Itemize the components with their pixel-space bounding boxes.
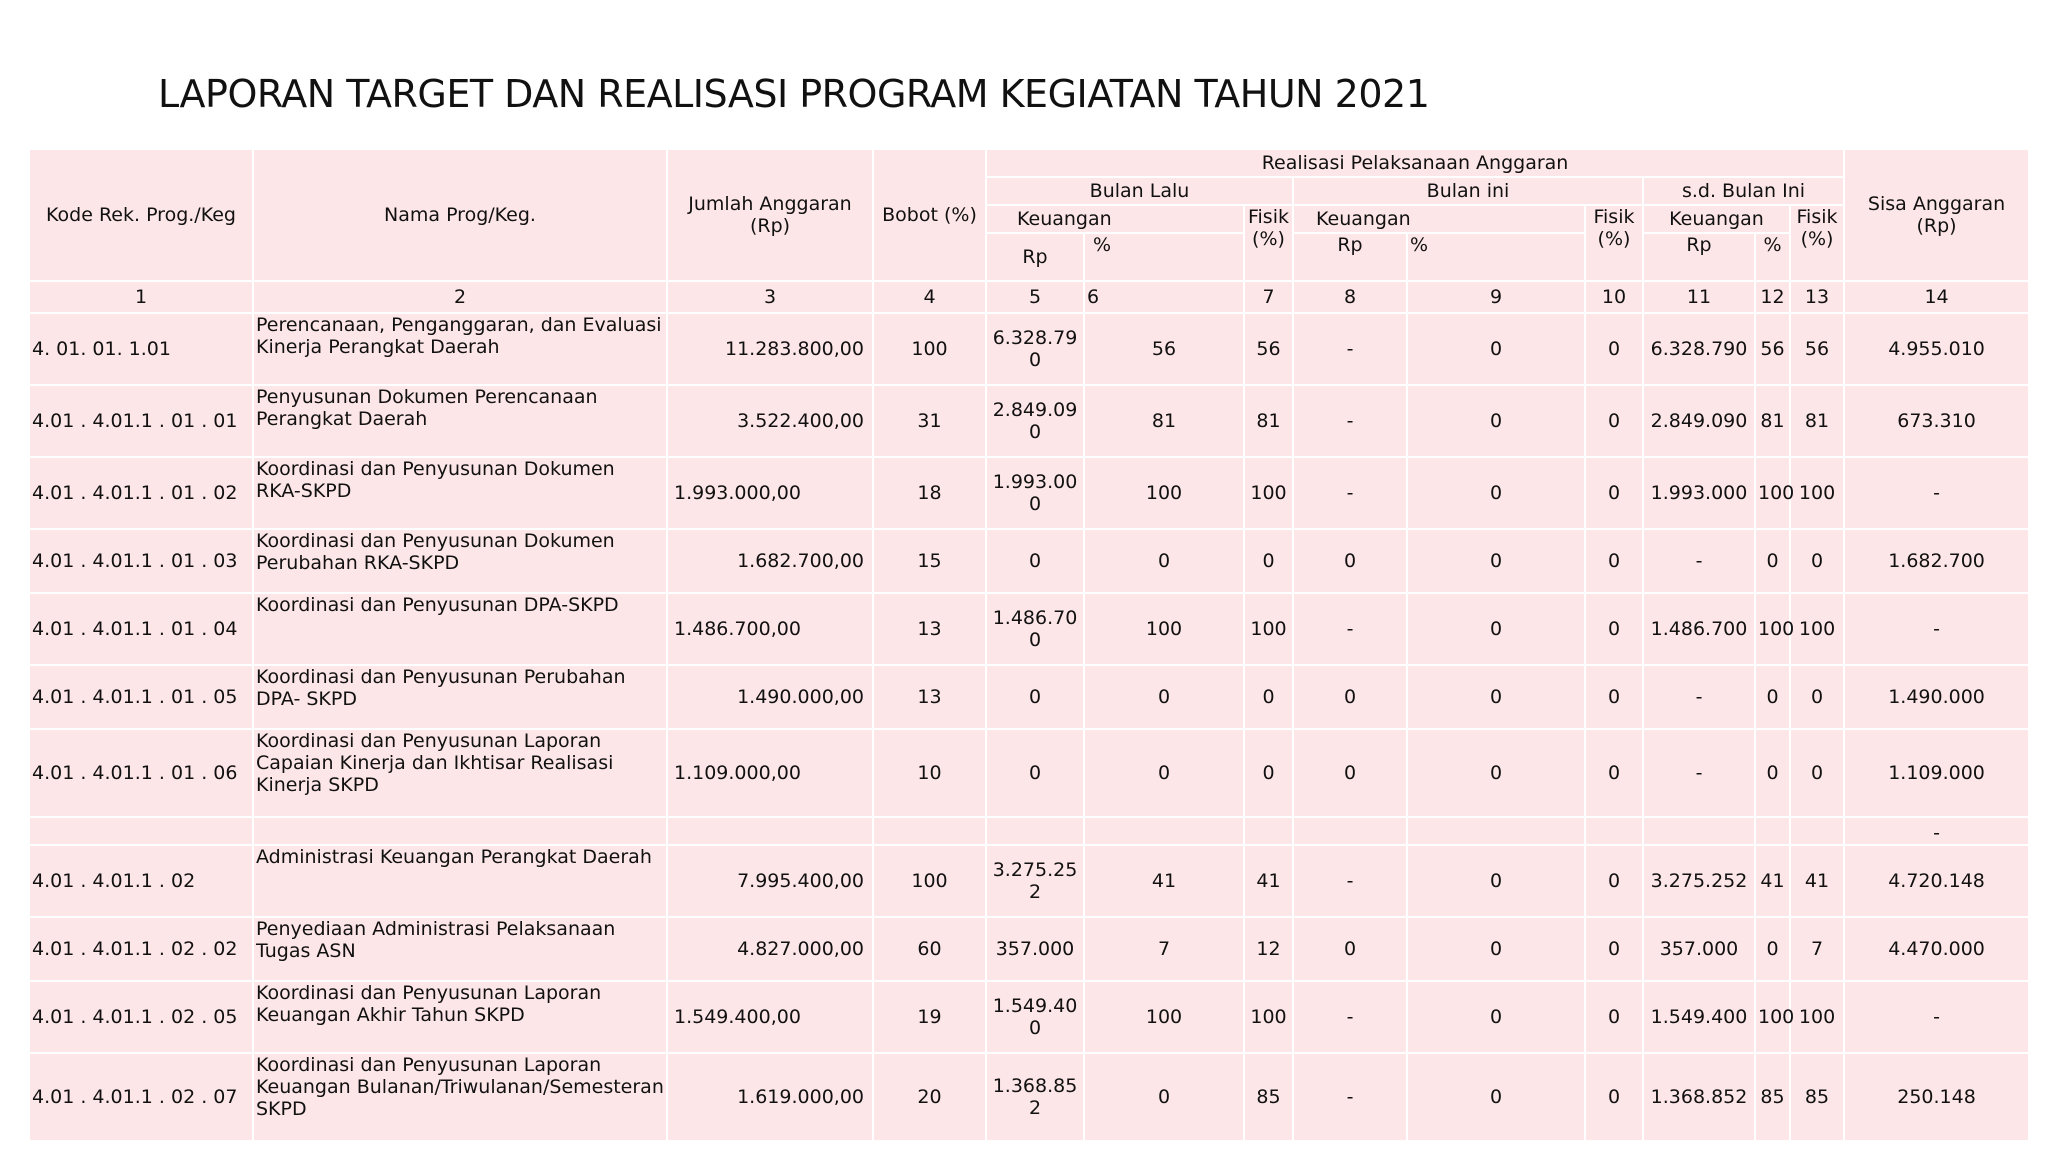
- cell-bulan-lalu-fisik: 41: [1244, 845, 1293, 917]
- column-number: 7: [1244, 281, 1293, 313]
- header-realisasi: Realisasi Pelaksanaan Anggaran: [986, 149, 1844, 177]
- cell-jumlah: 4.827.000,00: [667, 917, 873, 981]
- cell-bulan-ini-fisik: 0: [1585, 529, 1643, 593]
- cell-jumlah: [667, 817, 873, 845]
- cell-nama: Penyediaan Administrasi Pelaksanaan Tugas ASN: [253, 917, 667, 981]
- column-number: 8: [1293, 281, 1407, 313]
- cell-sd-pct: 0: [1755, 729, 1790, 817]
- header-keuangan-bl: Keuangan: [986, 205, 1244, 233]
- cell-sd-rp: -: [1643, 729, 1755, 817]
- cell-bulan-lalu-fisik: 0: [1244, 665, 1293, 729]
- header-keuangan-sd: Keuangan: [1643, 205, 1790, 233]
- cell-sd-fisik: 0: [1790, 529, 1844, 593]
- header-keuangan-bi: Keuangan: [1293, 205, 1585, 233]
- cell-jumlah: 7.995.400,00: [667, 845, 873, 917]
- cell-sd-pct: [1755, 817, 1790, 845]
- cell-bobot: [873, 817, 986, 845]
- header-pct-sd: %: [1755, 233, 1790, 281]
- cell-nama: Koordinasi dan Penyusunan Laporan Capaian Kinerja dan Ikhtisar Realisasi Kinerja SKPD: [253, 729, 667, 817]
- report-table: [28, 148, 2030, 1142]
- cell-jumlah: 1.109.000,00: [667, 729, 873, 817]
- header-rp-bl: Rp: [986, 233, 1084, 281]
- table-row: [29, 529, 2029, 593]
- cell-kode: 4.01 . 4.01.1 . 01 . 05: [29, 665, 253, 729]
- cell-bobot: 100: [873, 313, 986, 385]
- cell-bobot: 19: [873, 981, 986, 1053]
- cell-bulan-ini-pct: 0: [1407, 385, 1585, 457]
- cell-bulan-lalu-fisik: [1244, 817, 1293, 845]
- cell-bulan-lalu-pct: 81: [1084, 385, 1244, 457]
- cell-bulan-ini-rp: -: [1293, 981, 1407, 1053]
- cell-bulan-lalu-pct: 41: [1084, 845, 1244, 917]
- cell-bulan-lalu-pct: 100: [1084, 593, 1244, 665]
- cell-sd-rp: 1.549.400: [1643, 981, 1755, 1053]
- table-row: [29, 817, 2029, 845]
- cell-bulan-ini-fisik: [1585, 817, 1643, 845]
- cell-bobot: 60: [873, 917, 986, 981]
- header-bobot: Bobot (%): [873, 149, 986, 281]
- header-fisik-sd: Fisik (%): [1790, 205, 1844, 281]
- cell-sd-fisik: 0: [1790, 665, 1844, 729]
- cell-bulan-ini-fisik: 0: [1585, 313, 1643, 385]
- cell-bulan-lalu-rp: 1.549.400: [986, 981, 1084, 1053]
- cell-bobot: 13: [873, 593, 986, 665]
- cell-bulan-lalu-rp: [986, 817, 1084, 845]
- cell-bulan-ini-pct: 0: [1407, 593, 1585, 665]
- cell-bobot: 15: [873, 529, 986, 593]
- cell-sd-rp: 1.368.852: [1643, 1053, 1755, 1141]
- header-sd-bulan-ini: s.d. Bulan Ini: [1643, 177, 1844, 205]
- header-sisa: Sisa Anggaran (Rp): [1844, 149, 2029, 281]
- column-number: 9: [1407, 281, 1585, 313]
- cell-sisa: 1.109.000: [1844, 729, 2029, 817]
- cell-kode: 4.01 . 4.01.1 . 01 . 02: [29, 457, 253, 529]
- cell-sisa: 1.682.700: [1844, 529, 2029, 593]
- table-row: [29, 313, 2029, 385]
- cell-bulan-lalu-fisik: 56: [1244, 313, 1293, 385]
- column-number: 12: [1755, 281, 1790, 313]
- cell-bulan-ini-fisik: 0: [1585, 845, 1643, 917]
- cell-bulan-ini-pct: 0: [1407, 845, 1585, 917]
- cell-sd-rp: 3.275.252: [1643, 845, 1755, 917]
- cell-bulan-ini-rp: -: [1293, 1053, 1407, 1141]
- cell-bulan-lalu-pct: 0: [1084, 729, 1244, 817]
- cell-bulan-ini-rp: 0: [1293, 729, 1407, 817]
- table-row: [29, 845, 2029, 917]
- cell-sisa: -: [1844, 457, 2029, 529]
- cell-sd-fisik: 41: [1790, 845, 1844, 917]
- cell-kode: 4.01 . 4.01.1 . 01 . 04: [29, 593, 253, 665]
- cell-kode: 4.01 . 4.01.1 . 02 . 02: [29, 917, 253, 981]
- cell-sd-rp: 1.486.700: [1643, 593, 1755, 665]
- column-number: 14: [1844, 281, 2029, 313]
- cell-bulan-lalu-fisik: 85: [1244, 1053, 1293, 1141]
- table-row: [29, 917, 2029, 981]
- column-number: 10: [1585, 281, 1643, 313]
- cell-bulan-lalu-rp: 1.993.000: [986, 457, 1084, 529]
- cell-bulan-ini-rp: [1293, 817, 1407, 845]
- cell-bulan-lalu-rp: 1.368.852: [986, 1053, 1084, 1141]
- table-row: [29, 1053, 2029, 1141]
- cell-sisa: 250.148: [1844, 1053, 2029, 1141]
- cell-sd-pct: 85: [1755, 1053, 1790, 1141]
- cell-bulan-lalu-pct: 7: [1084, 917, 1244, 981]
- cell-sd-rp: 357.000: [1643, 917, 1755, 981]
- cell-bulan-ini-pct: 0: [1407, 729, 1585, 817]
- cell-nama: Administrasi Keuangan Perangkat Daerah: [253, 845, 667, 917]
- cell-bulan-ini-pct: 0: [1407, 917, 1585, 981]
- cell-bulan-ini-fisik: 0: [1585, 1053, 1643, 1141]
- cell-kode: 4.01 . 4.01.1 . 02: [29, 845, 253, 917]
- cell-bulan-lalu-fisik: 0: [1244, 729, 1293, 817]
- cell-bulan-lalu-rp: 6.328.790: [986, 313, 1084, 385]
- cell-bulan-ini-rp: 0: [1293, 665, 1407, 729]
- header-nama: Nama Prog/Keg.: [253, 149, 667, 281]
- cell-bulan-ini-pct: 0: [1407, 981, 1585, 1053]
- cell-sd-fisik: 100: [1790, 457, 1844, 529]
- header-fisik-bl: Fisik (%): [1244, 205, 1293, 281]
- column-number: 5: [986, 281, 1084, 313]
- table-row: [29, 385, 2029, 457]
- cell-bulan-ini-fisik: 0: [1585, 385, 1643, 457]
- cell-bulan-ini-fisik: 0: [1585, 917, 1643, 981]
- cell-kode: 4.01 . 4.01.1 . 02 . 05: [29, 981, 253, 1053]
- cell-bulan-ini-rp: -: [1293, 385, 1407, 457]
- cell-sd-pct: 0: [1755, 917, 1790, 981]
- cell-bulan-lalu-fisik: 12: [1244, 917, 1293, 981]
- cell-nama: Koordinasi dan Penyusunan Dokumen RKA-SKPD: [253, 457, 667, 529]
- cell-sd-pct: 100: [1755, 457, 1790, 529]
- cell-kode: 4. 01. 01. 1.01: [29, 313, 253, 385]
- cell-jumlah: 3.522.400,00: [667, 385, 873, 457]
- cell-sisa: 4.720.148: [1844, 845, 2029, 917]
- cell-bulan-lalu-pct: 100: [1084, 981, 1244, 1053]
- cell-sd-fisik: 100: [1790, 593, 1844, 665]
- cell-bulan-ini-pct: 0: [1407, 313, 1585, 385]
- cell-bulan-lalu-rp: 357.000: [986, 917, 1084, 981]
- cell-nama: Koordinasi dan Penyusunan DPA-SKPD: [253, 593, 667, 665]
- cell-bulan-lalu-pct: 0: [1084, 529, 1244, 593]
- column-number-row: [29, 281, 2029, 313]
- cell-bulan-lalu-rp: 2.849.090: [986, 385, 1084, 457]
- cell-bobot: 20: [873, 1053, 986, 1141]
- table-row: [29, 593, 2029, 665]
- cell-bulan-ini-pct: [1407, 817, 1585, 845]
- cell-jumlah: 1.486.700,00: [667, 593, 873, 665]
- cell-bulan-ini-pct: 0: [1407, 457, 1585, 529]
- cell-sisa: 4.470.000: [1844, 917, 2029, 981]
- cell-sd-fisik: 0: [1790, 729, 1844, 817]
- table-row: [29, 457, 2029, 529]
- cell-nama: Koordinasi dan Penyusunan Dokumen Perubahan RKA-SKPD: [253, 529, 667, 593]
- cell-bulan-lalu-rp: 0: [986, 529, 1084, 593]
- cell-bulan-lalu-rp: 1.486.700: [986, 593, 1084, 665]
- cell-bulan-ini-fisik: 0: [1585, 593, 1643, 665]
- cell-bulan-lalu-pct: 0: [1084, 1053, 1244, 1141]
- header-bulan-ini: Bulan ini: [1293, 177, 1643, 205]
- cell-nama: Perencanaan, Penganggaran, dan Evaluasi Kinerja Perangkat Daerah: [253, 313, 667, 385]
- cell-sd-pct: 100: [1755, 593, 1790, 665]
- cell-bulan-ini-rp: -: [1293, 313, 1407, 385]
- cell-nama: [253, 817, 667, 845]
- column-number: 4: [873, 281, 986, 313]
- cell-bulan-ini-fisik: 0: [1585, 665, 1643, 729]
- table-row: [29, 665, 2029, 729]
- cell-sd-pct: 56: [1755, 313, 1790, 385]
- cell-sd-fisik: 56: [1790, 313, 1844, 385]
- cell-jumlah: 1.549.400,00: [667, 981, 873, 1053]
- cell-bulan-lalu-fisik: 81: [1244, 385, 1293, 457]
- cell-bulan-ini-rp: -: [1293, 845, 1407, 917]
- cell-bulan-ini-rp: 0: [1293, 529, 1407, 593]
- cell-sd-fisik: 100: [1790, 981, 1844, 1053]
- cell-bulan-ini-fisik: 0: [1585, 729, 1643, 817]
- cell-sd-pct: 100: [1755, 981, 1790, 1053]
- cell-jumlah: 1.993.000,00: [667, 457, 873, 529]
- cell-nama: Koordinasi dan Penyusunan Perubahan DPA- SKPD: [253, 665, 667, 729]
- cell-sd-rp: -: [1643, 665, 1755, 729]
- cell-bulan-lalu-rp: 3.275.252: [986, 845, 1084, 917]
- cell-bobot: 18: [873, 457, 986, 529]
- cell-bulan-lalu-pct: [1084, 817, 1244, 845]
- column-number: 6: [1084, 281, 1244, 313]
- cell-kode: 4.01 . 4.01.1 . 01 . 01: [29, 385, 253, 457]
- cell-bulan-lalu-rp: 0: [986, 665, 1084, 729]
- cell-kode: 4.01 . 4.01.1 . 01 . 03: [29, 529, 253, 593]
- column-number: 3: [667, 281, 873, 313]
- cell-bobot: 31: [873, 385, 986, 457]
- column-number: 13: [1790, 281, 1844, 313]
- header-jumlah: Jumlah Anggaran (Rp): [667, 149, 873, 281]
- cell-bulan-ini-rp: -: [1293, 593, 1407, 665]
- cell-jumlah: 1.682.700,00: [667, 529, 873, 593]
- cell-sisa: -: [1844, 981, 2029, 1053]
- header-fisik-bi: Fisik (%): [1585, 205, 1643, 281]
- cell-bulan-ini-rp: -: [1293, 457, 1407, 529]
- cell-bulan-lalu-rp: 0: [986, 729, 1084, 817]
- cell-sd-pct: 0: [1755, 529, 1790, 593]
- cell-nama: Koordinasi dan Penyusunan Laporan Keuangan Bulanan/Triwulanan/Semesteran SKPD: [253, 1053, 667, 1141]
- cell-sd-rp: 1.993.000: [1643, 457, 1755, 529]
- cell-sisa: 1.490.000: [1844, 665, 2029, 729]
- cell-jumlah: 1.619.000,00: [667, 1053, 873, 1141]
- header-bulan-lalu: Bulan Lalu: [986, 177, 1293, 205]
- cell-kode: [29, 817, 253, 845]
- cell-jumlah: 1.490.000,00: [667, 665, 873, 729]
- cell-bulan-lalu-fisik: 100: [1244, 981, 1293, 1053]
- cell-sisa: -: [1844, 817, 2029, 845]
- cell-sd-pct: 81: [1755, 385, 1790, 457]
- column-number: 2: [253, 281, 667, 313]
- table-row: [29, 981, 2029, 1053]
- cell-bobot: 13: [873, 665, 986, 729]
- cell-sd-rp: 2.849.090: [1643, 385, 1755, 457]
- cell-sd-fisik: 85: [1790, 1053, 1844, 1141]
- cell-bobot: 100: [873, 845, 986, 917]
- cell-bulan-ini-pct: 0: [1407, 665, 1585, 729]
- cell-bulan-lalu-pct: 56: [1084, 313, 1244, 385]
- header-pct-bi: %: [1407, 233, 1585, 281]
- report-title: LAPORAN TARGET DAN REALISASI PROGRAM KEGIATAN TAHUN 2021: [158, 72, 1430, 116]
- cell-sd-rp: -: [1643, 529, 1755, 593]
- cell-bulan-lalu-fisik: 100: [1244, 593, 1293, 665]
- cell-kode: 4.01 . 4.01.1 . 02 . 07: [29, 1053, 253, 1141]
- header-pct-bl: %: [1084, 233, 1244, 281]
- cell-sd-rp: 6.328.790: [1643, 313, 1755, 385]
- header-kode: Kode Rek. Prog./Keg: [29, 149, 253, 281]
- cell-sd-pct: 0: [1755, 665, 1790, 729]
- column-number: 11: [1643, 281, 1755, 313]
- cell-bulan-ini-rp: 0: [1293, 917, 1407, 981]
- cell-sd-fisik: 81: [1790, 385, 1844, 457]
- cell-jumlah: 11.283.800,00: [667, 313, 873, 385]
- cell-sd-fisik: [1790, 817, 1844, 845]
- cell-bulan-lalu-fisik: 0: [1244, 529, 1293, 593]
- cell-bulan-lalu-pct: 100: [1084, 457, 1244, 529]
- cell-sisa: -: [1844, 593, 2029, 665]
- header-rp-sd: Rp: [1643, 233, 1755, 281]
- cell-sd-rp: [1643, 817, 1755, 845]
- cell-sd-pct: 41: [1755, 845, 1790, 917]
- column-number: 1: [29, 281, 253, 313]
- cell-kode: 4.01 . 4.01.1 . 01 . 06: [29, 729, 253, 817]
- cell-nama: Koordinasi dan Penyusunan Laporan Keuangan Akhir Tahun SKPD: [253, 981, 667, 1053]
- cell-sd-fisik: 7: [1790, 917, 1844, 981]
- cell-bobot: 10: [873, 729, 986, 817]
- cell-bulan-ini-pct: 0: [1407, 1053, 1585, 1141]
- table-row: [29, 729, 2029, 817]
- cell-nama: Penyusunan Dokumen Perencanaan Perangkat Daerah: [253, 385, 667, 457]
- cell-bulan-ini-fisik: 0: [1585, 981, 1643, 1053]
- cell-bulan-ini-fisik: 0: [1585, 457, 1643, 529]
- cell-bulan-lalu-pct: 0: [1084, 665, 1244, 729]
- header-rp-bi: Rp: [1293, 233, 1407, 281]
- cell-sisa: 673.310: [1844, 385, 2029, 457]
- cell-bulan-lalu-fisik: 100: [1244, 457, 1293, 529]
- cell-sisa: 4.955.010: [1844, 313, 2029, 385]
- cell-bulan-ini-pct: 0: [1407, 529, 1585, 593]
